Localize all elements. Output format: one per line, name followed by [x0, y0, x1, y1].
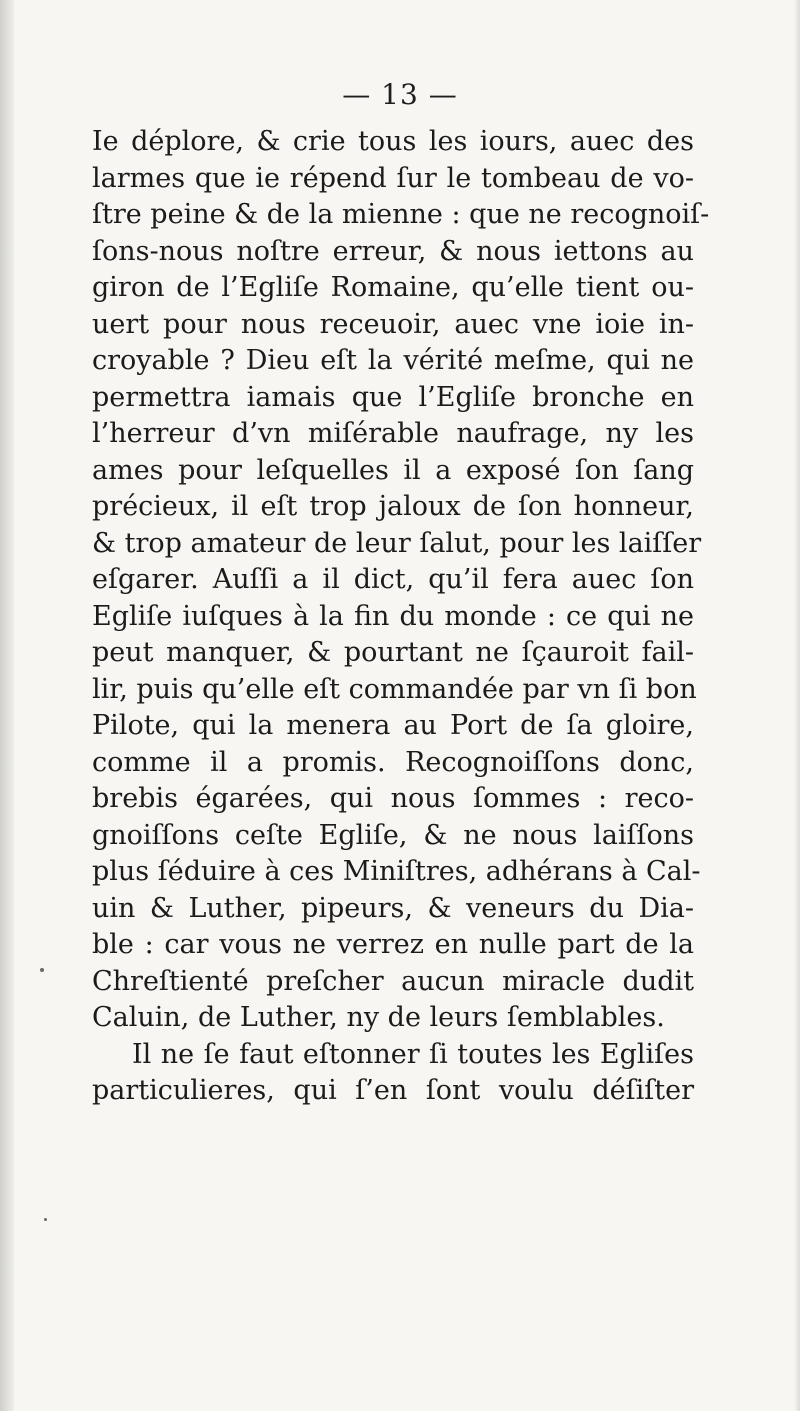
paper-speck: [44, 1218, 47, 1221]
text-line: Egliſe iuſques à la fin du monde : ce qui ne: [92, 600, 694, 632]
paragraph-first-line: Il ne ſe faut eſtonner ſi toutes les Egliſes: [132, 1038, 694, 1070]
text-line: ble : car vous ne verrez en nulle part de la: [92, 929, 694, 960]
text-line: Chreſtienté preſcher aucun miracle dudit: [92, 965, 694, 997]
text-line: précieux, il eſt trop jaloux de ſon honneur,: [92, 491, 694, 522]
text-line: gnoiſſons ceſte Egliſe, & ne nous laiſſons: [92, 819, 694, 851]
paper-speck: [40, 968, 44, 972]
text-line: Ie déplore, & crie tous les iours, auec des: [92, 126, 694, 157]
text-line: ames pour leſquelles il a exposé ſon ſang: [92, 454, 694, 486]
text-line: permettra iamais que l’Egliſe bronche en: [92, 381, 694, 413]
page-edge-shadow: [794, 0, 800, 1411]
page-binding-shadow: [0, 0, 14, 1411]
text-line: Pilote, qui la menera au Port de ſa gloire,: [92, 710, 694, 741]
text-line: & trop amateur de leur ſalut, pour les laiſſer: [92, 527, 702, 559]
text-line: Caluin, de Luther, ny de leurs ſemblables.: [92, 1002, 665, 1033]
text-line: croyable ? Dieu eſt la vérité meſme, qui ne: [92, 345, 694, 376]
text-line: ſtre peine & de la mienne : que ne recognoiſ-: [92, 199, 710, 230]
text-line: brebis égarées, qui nous ſommes : reco-: [92, 783, 694, 814]
text-line: comme il a promis. Recognoiſſons donc,: [92, 746, 694, 778]
text-line: lir, puis qu’elle eſt commandée par vn ſi bon: [92, 673, 697, 705]
text-line: giron de l’Egliſe Romaine, qu’elle tient ou-: [92, 272, 694, 303]
text-line: uert pour nous receuoir, auec vne ioie in-: [92, 308, 694, 340]
text-line: larmes que ie répend ſur le tombeau de vo-: [92, 162, 694, 194]
text-line: particulieres, qui ſ’en ſont voulu déſiſter: [92, 1075, 694, 1106]
text-line: uin & Luther, pipeurs, & veneurs du Dia-: [92, 892, 694, 924]
text-line: peut manquer, & pourtant ne ſçauroit fail-: [92, 637, 694, 668]
text-line: eſgarer. Auſſi a il dict, qu’il fera auec ſon: [92, 564, 694, 595]
page-number: — 13 —: [342, 78, 458, 111]
body-text: [92, 124, 710, 1110]
text-line: plus ſéduire à ces Miniſtres, adhérans à Cal-: [92, 856, 701, 887]
text-line: ſons-nous noſtre erreur, & nous iettons au: [92, 235, 694, 267]
text-line: l’herreur d’vn miſérable naufrage, ny les: [92, 418, 694, 449]
